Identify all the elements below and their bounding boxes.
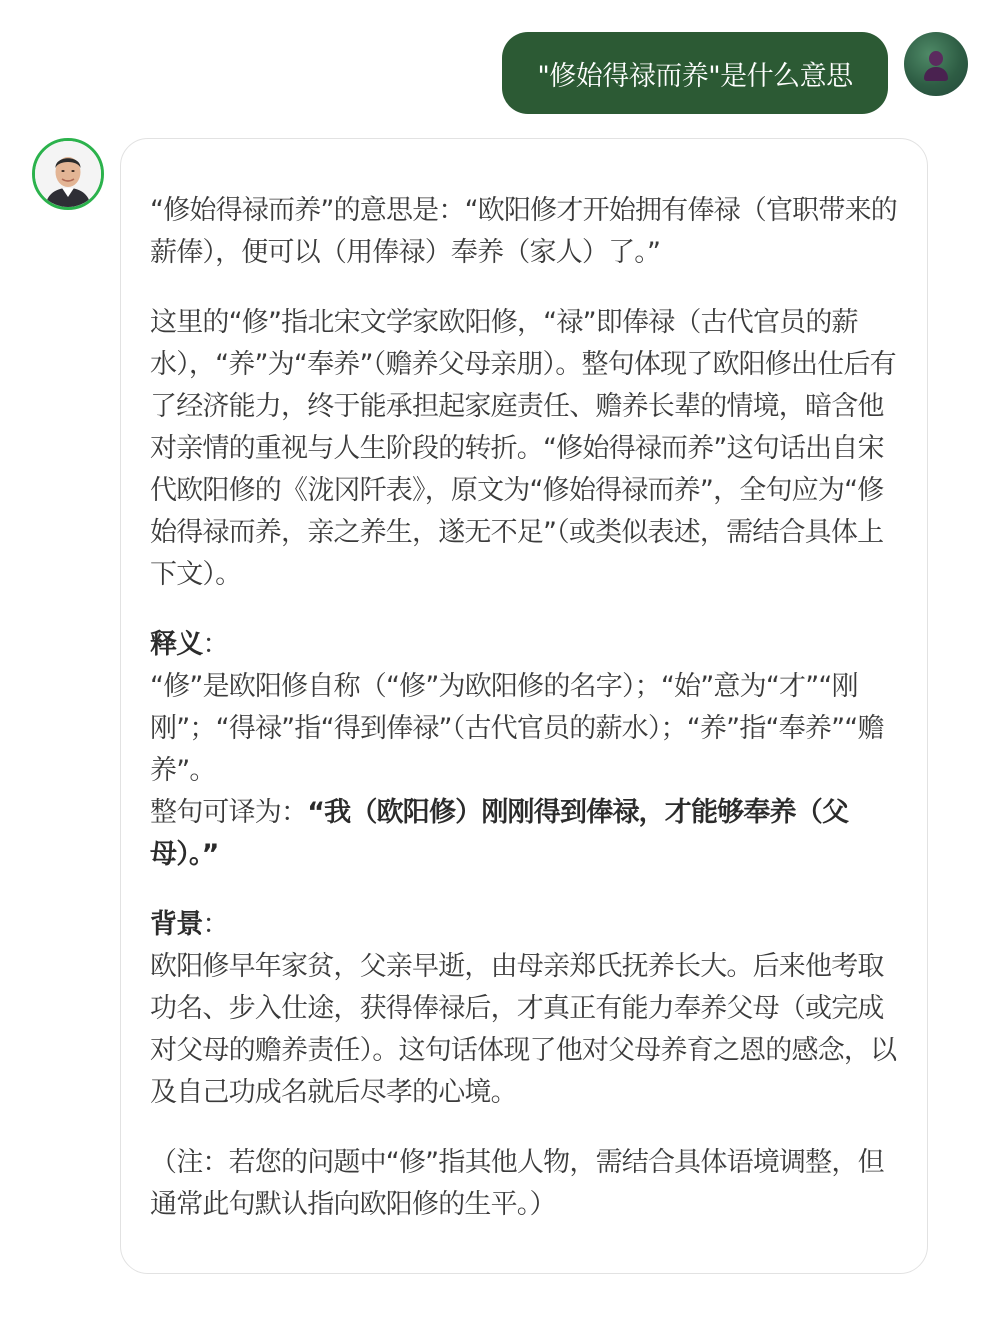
interpretation-heading-line bbox=[150, 624, 900, 666]
background-heading-line bbox=[150, 904, 900, 946]
background-section bbox=[150, 904, 900, 1114]
translation-text: “我（欧阳修）刚刚得到俸禄，才能够奉养（父母）。” bbox=[150, 797, 849, 870]
background-colon: ： bbox=[202, 909, 229, 940]
interpretation-body: “修”是欧阳修自称（“修”为欧阳修的名字）；“始”意为“才”“刚刚”；“得禄”指“得到俸禄”（古代官员的薪水）；“养”指“奉养”“赡养”。 bbox=[150, 671, 884, 786]
assistant-message-content bbox=[150, 190, 900, 1254]
explanation-paragraph: 这里的“修”指北宋文学家欧阳修，“禄”即俸禄（古代官员的薪水），“养”为“奉养”（赡养父母亲朋）。整句体现了欧阳修出仕后有了经济能力，终于能承担起家庭责任、赡养长辈的情境，暗含他对亲情的重视与人生阶段的转折。“修始得禄而养”这句话出自宋代欧阳修的《泷冈阡表》，原文为“修始得禄而养”，全句应为“修始得禄而养，亲之养生，遂无不足”（或类似表述，需结合具体上下文）。 bbox=[150, 307, 896, 590]
user-message-text: "修始得禄而养"是什么意思 bbox=[537, 60, 853, 92]
background-body: 欧阳修早年家贫，父亲早逝，由母亲郑氏抚养长大。后来他考取功名、步入仕途，获得俸禄后，才真正有能力奉养父母（或完成对父母的赡养责任）。这句话体现了他对父母养育之恩的感念，以及自己功成名就后尽孝的心境。 bbox=[150, 951, 897, 1108]
interpretation-heading: 释义 bbox=[150, 629, 203, 660]
background-heading: 背景 bbox=[150, 909, 203, 940]
answer-paragraph: “修始得禄而养”的意思是：“欧阳修才开始拥有俸禄（官职带来的薪俸），便可以（用俸禄）奉养（家人）了。” bbox=[150, 195, 897, 268]
translation-line bbox=[150, 792, 900, 876]
interpretation-colon: ： bbox=[202, 629, 229, 660]
note-paragraph: （注：若您的问题中“修”指其他人物，需结合具体语境调整，但通常此句默认指向欧阳修的生平。） bbox=[150, 1147, 884, 1220]
assistant-avatar-portrait bbox=[35, 141, 101, 207]
user-head-shape bbox=[929, 51, 943, 66]
interpretation-section bbox=[150, 624, 900, 876]
user-body-shape bbox=[924, 67, 948, 81]
user-message-bubble bbox=[502, 32, 888, 114]
user-avatar[interactable] bbox=[904, 32, 968, 96]
translation-prefix: 整句可译为： bbox=[150, 797, 308, 828]
assistant-avatar[interactable] bbox=[32, 138, 104, 210]
